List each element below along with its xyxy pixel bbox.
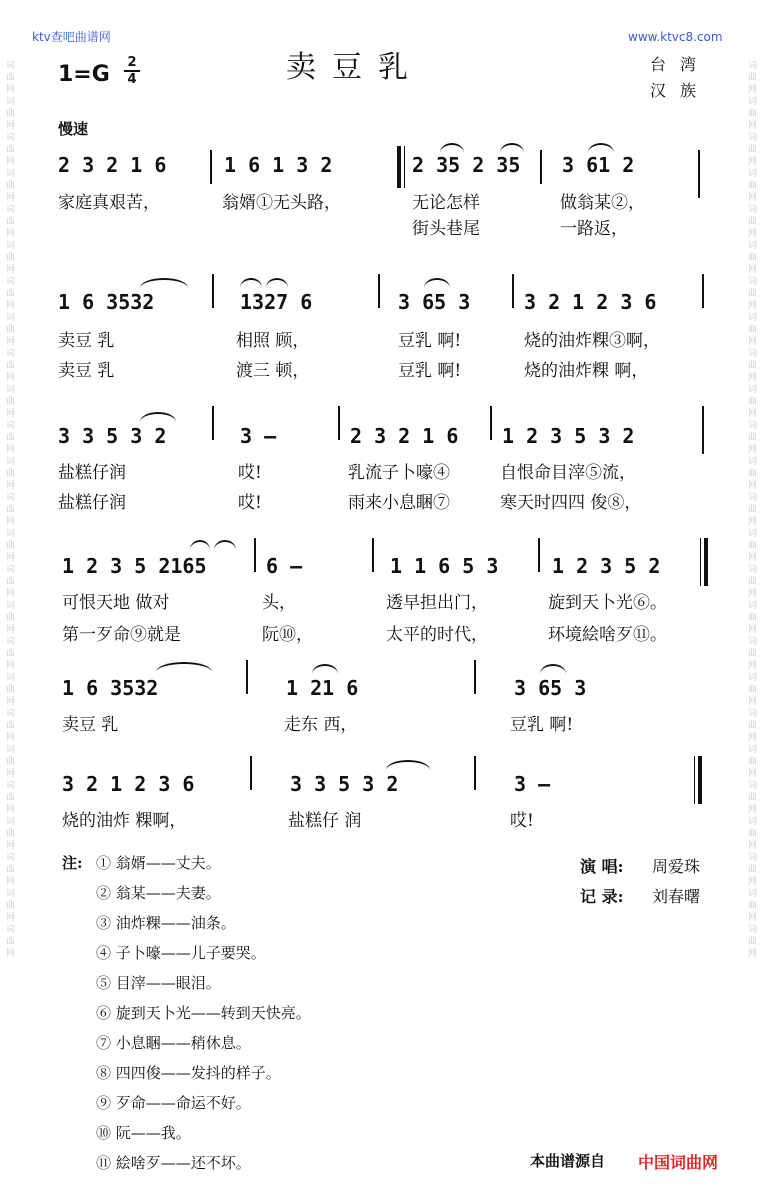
row1-measure3-notes: 2 35 2 35 — [412, 153, 521, 177]
final-barline-thin — [694, 756, 695, 804]
footnotes-label: 注: — [62, 854, 83, 872]
row4-measure1-notes: 1 2 3 5 2165 — [62, 554, 207, 578]
footnote-8: ⑧ 四四俊——发抖的样子。 — [96, 1064, 281, 1082]
row1-lyric2-m4: 一路返， — [560, 219, 628, 239]
repeat-barline-thin-end — [700, 538, 701, 586]
region-label: 台湾 — [650, 55, 711, 74]
barline — [512, 274, 514, 308]
side-watermark-left: 词曲网词曲网词曲网词曲网词曲网词曲网词曲网词曲网词曲网词曲网词曲网词曲网词曲网词曲网词曲网词曲网词曲网词曲网词曲网词曲网词曲网词曲网词曲网词曲网词曲网 — [6, 61, 16, 959]
site-url-right[interactable]: www.ktvc8.com — [628, 30, 723, 44]
time-denominator: 4 — [127, 72, 137, 87]
barline — [698, 150, 700, 198]
row1-lyric1-m3: 无论怎样 — [412, 193, 480, 213]
row6-measure3-notes: 3 – — [514, 772, 551, 796]
row2-lyric1-m2: 相照 顾， — [236, 331, 310, 351]
song-title: 卖豆乳 — [286, 50, 424, 85]
footnote-1: ① 翁婿——丈夫。 — [96, 854, 221, 872]
row2-measure4-notes: 3 2 1 2 3 6 — [524, 290, 657, 314]
row2-lyric2-m2: 渡三 顿， — [236, 361, 310, 381]
row4-lyric1-m2: 头， — [262, 593, 296, 613]
barline — [254, 538, 256, 572]
row1-lyric2-m3: 街头巷尾 — [412, 219, 480, 239]
side-watermark-right: 词曲网词曲网词曲网词曲网词曲网词曲网词曲网词曲网词曲网词曲网词曲网词曲网词曲网词曲网词曲网词曲网词曲网词曲网词曲网词曲网词曲网词曲网词曲网词曲网词曲网 — [748, 61, 758, 959]
footnote-11: ⑪ 絵啥歹——还不坏。 — [96, 1154, 251, 1172]
slur — [140, 278, 188, 288]
slur — [266, 278, 288, 288]
row6-measure2-notes: 3 3 5 3 2 — [290, 772, 399, 796]
slur — [156, 662, 212, 672]
row2-lyric1-m3: 豆乳 啊! — [398, 331, 462, 351]
row3-lyric1-m3: 乳流子卜嚎④ — [348, 463, 450, 483]
row3-measure1-notes: 3 3 5 3 2 — [58, 424, 167, 448]
row3-measure2-notes: 3 – — [240, 424, 277, 448]
row4-measure4-notes: 1 2 3 5 2 — [552, 554, 661, 578]
recorder-name: 刘春曙 — [652, 887, 701, 906]
row6-measure1-notes: 3 2 1 2 3 6 — [62, 772, 195, 796]
row5-measure1-notes: 1 6 3532 — [62, 676, 159, 700]
footnote-6: ⑥ 旋到天卜光——转到天快亮。 — [96, 1004, 311, 1022]
barline — [250, 756, 252, 790]
final-barline-thick — [698, 756, 702, 804]
row4-lyric1-m1: 可恨天地 做对 — [62, 593, 170, 613]
row2-lyric2-m3: 豆乳 啊! — [398, 361, 462, 381]
slur — [214, 540, 236, 550]
row2-lyric1-m4: 烧的油炸粿③啊， — [524, 331, 660, 351]
row4-lyric2-m3: 太平的时代， — [386, 625, 488, 645]
repeat-barline-start — [397, 146, 401, 188]
footnote-7: ⑦ 小息睏——稍休息。 — [96, 1034, 251, 1052]
source-brand-link[interactable]: 中国词曲网 — [638, 1153, 719, 1172]
row3-lyric1-m2: 哎! — [238, 463, 262, 483]
row3-measure3-notes: 2 3 2 1 6 — [350, 424, 459, 448]
slur — [386, 760, 430, 770]
row1-measure1-notes: 2 3 2 1 6 — [58, 153, 167, 177]
barline — [372, 538, 374, 572]
row3-lyric2-m3: 雨来小息睏⑦ — [348, 493, 450, 513]
barline — [474, 756, 476, 790]
row2-lyric1-m1: 卖豆 乳 — [58, 331, 115, 351]
barline — [474, 660, 476, 694]
footnote-9: ⑨ 歹命——命运不好。 — [96, 1094, 251, 1112]
site-name-left[interactable]: ktv查吧曲谱网 — [32, 30, 111, 44]
footnote-2: ② 翁某——夫妻。 — [96, 884, 221, 902]
repeat-barline-thin — [404, 146, 405, 188]
barline — [338, 406, 340, 440]
row4-measure3-notes: 1 1 6 5 3 — [390, 554, 499, 578]
slur — [312, 664, 338, 674]
slur — [500, 143, 524, 153]
row6-lyric-m1: 烧的油炸 粿啊， — [62, 811, 187, 831]
barline — [212, 406, 214, 440]
row4-lyric2-m4: 环境絵啥歹⑪。 — [548, 625, 667, 645]
barline — [378, 274, 380, 308]
row1-measure4-notes: 3 61 2 — [562, 153, 635, 177]
row3-lyric2-m1: 盐糕仔润 — [58, 493, 126, 513]
row3-lyric2-m4: 寒天时四四 俊⑧， — [500, 493, 642, 513]
footnotes-list — [96, 852, 311, 1182]
barline — [540, 150, 542, 184]
row4-lyric2-m1: 第一歹命⑨就是 — [62, 625, 181, 645]
row4-lyric1-m4: 旋到天卜光⑥。 — [548, 593, 667, 613]
barline — [538, 538, 540, 572]
row1-lyric1-m2: 翁婿①无头路， — [222, 193, 341, 213]
key-signature: 1=G — [58, 62, 110, 87]
row6-lyric-m3: 哎! — [510, 811, 534, 831]
slur — [540, 664, 566, 674]
slur — [190, 540, 210, 550]
row2-measure1-notes: 1 6 3532 — [58, 290, 155, 314]
row4-measure2-notes: 6 – — [266, 554, 303, 578]
recorder-label: 记 录: — [580, 887, 624, 906]
singer-label: 演 唱: — [580, 857, 624, 876]
tempo-marking: 慢速 — [58, 120, 89, 138]
row3-lyric1-m4: 自恨命目滓⑤流， — [500, 463, 636, 483]
barline — [702, 406, 704, 454]
row3-measure4-notes: 1 2 3 5 3 2 — [502, 424, 635, 448]
row5-lyric-m3: 豆乳 啊! — [510, 715, 574, 735]
time-signature — [122, 56, 142, 86]
row2-lyric2-m1: 卖豆 乳 — [58, 361, 115, 381]
row5-lyric-m2: 走东 西， — [284, 715, 358, 735]
slur — [240, 278, 262, 288]
singer-name: 周爱珠 — [652, 857, 701, 876]
row2-measure3-notes: 3 65 3 — [398, 290, 471, 314]
row1-measure2-notes: 1 6 1 3 2 — [224, 153, 333, 177]
repeat-barline-end — [704, 538, 708, 586]
slur — [440, 143, 464, 153]
barline — [490, 406, 492, 440]
slur — [424, 278, 450, 288]
slur — [588, 143, 614, 153]
footnote-5: ⑤ 目滓——眼泪。 — [96, 974, 221, 992]
barline — [212, 274, 214, 308]
barline — [210, 150, 212, 184]
row6-lyric-m2: 盐糕仔 润 — [288, 811, 362, 831]
ethnic-label: 汉族 — [650, 81, 711, 100]
row2-measure2-notes: 1327 6 — [240, 290, 313, 314]
footnote-3: ③ 油炸粿——油条。 — [96, 914, 236, 932]
row5-lyric-m1: 卖豆 乳 — [62, 715, 119, 735]
row5-measure2-notes: 1 21 6 — [286, 676, 359, 700]
footnote-10: ⑩ 阮——我。 — [96, 1124, 191, 1142]
barline — [246, 660, 248, 694]
row1-lyric1-m1: 家庭真艰苦， — [58, 193, 160, 213]
time-numerator: 2 — [127, 55, 137, 70]
footnote-4: ④ 子卜嚎——儿子要哭。 — [96, 944, 266, 962]
row3-lyric1-m1: 盐糕仔润 — [58, 463, 126, 483]
row3-lyric2-m2: 哎! — [238, 493, 262, 513]
row4-lyric1-m3: 透早担出门， — [386, 593, 488, 613]
row5-measure3-notes: 3 65 3 — [514, 676, 587, 700]
row1-lyric1-m4: 做翁某②， — [560, 193, 645, 213]
row4-lyric2-m2: 阮⑩， — [262, 625, 313, 645]
slur — [140, 412, 176, 422]
source-label: 本曲谱源自 — [530, 1152, 606, 1170]
barline — [702, 274, 704, 308]
row2-lyric2-m4: 烧的油炸粿 啊， — [524, 361, 649, 381]
